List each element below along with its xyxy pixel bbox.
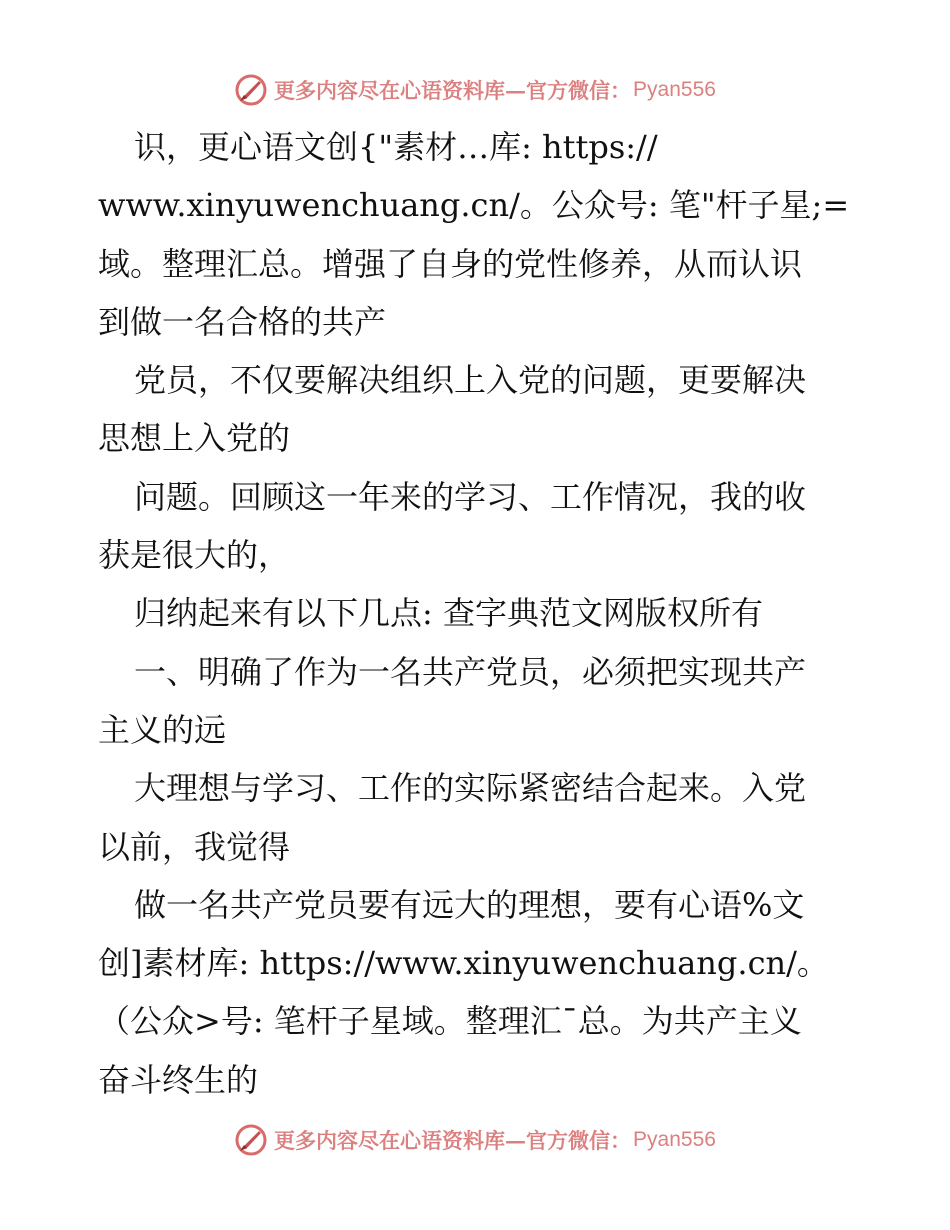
body-line: （公众>号: 笔杆子星域。整理汇¯总。为共产主义 — [98, 1002, 802, 1041]
body-line: 识，更心语文创{"素材…库: https:// — [134, 128, 658, 166]
footer-banner — [0, 1120, 950, 1160]
body-line: 主义的远 — [98, 710, 227, 749]
body-line: 以前，我觉得 — [98, 827, 291, 866]
header-banner-text: 更多内容尽在心语资料库—官方微信： — [274, 78, 632, 103]
body-line: 问题。回顾这一年来的学习、工作情况，我的收 — [134, 477, 807, 516]
body-line: www.xinyuwenchuang.cn/。公众号: 笔"杆子星;= — [98, 186, 850, 225]
footer-wechat-id: Pyan556 — [633, 1128, 716, 1151]
header-banner — [0, 70, 950, 110]
body-line: 创]素材库: https://www.xinyuwenchuang.cn/。 — [98, 944, 829, 983]
body-line: 思想上入党的 — [98, 419, 291, 458]
body-line: 到做一名合格的共产 — [98, 302, 387, 341]
body-line: 做一名共产党员要有远大的理想，要有心语%文 — [134, 885, 805, 924]
quill-logo-icon — [234, 1123, 268, 1157]
body-line: 党员，不仅要解决组织上入党的问题，更要解决 — [134, 361, 807, 400]
body-line: 域。整理汇总。增强了自身的党性修养，从而认识 — [98, 244, 803, 283]
body-line: 获是很大的， — [98, 536, 291, 575]
body-line: 一、明确了作为一名共产党员，必须把实现共产 — [134, 652, 807, 691]
document-body — [98, 118, 858, 1109]
quill-logo-icon — [234, 73, 268, 107]
body-line: 归纳起来有以下几点: 查字典范文网版权所有 — [134, 594, 763, 633]
footer-banner-text: 更多内容尽在心语资料库—官方微信： — [274, 1128, 632, 1153]
header-wechat-id: Pyan556 — [633, 78, 716, 101]
body-line: 奋斗终生的 — [98, 1060, 259, 1099]
body-line: 大理想与学习、工作的实际紧密结合起来。入党 — [134, 769, 807, 808]
